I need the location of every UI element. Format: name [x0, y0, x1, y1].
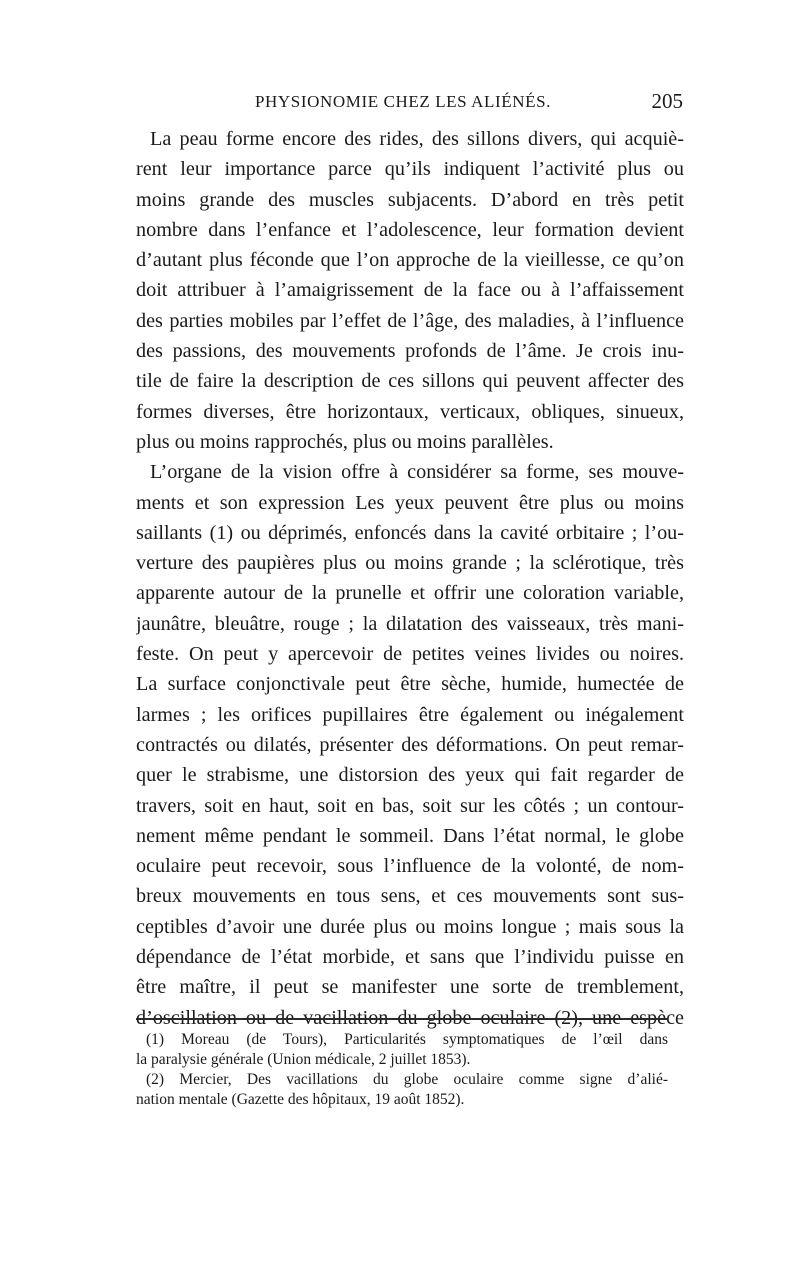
text-line: contractés ou dilatés, présenter des déformations. On peut remar- — [136, 733, 684, 756]
text-line: plus ou moins rapprochés, plus ou moins parallèles. — [136, 430, 554, 453]
text-line: apparente autour de la prunelle et offrir une coloration variable, — [136, 582, 684, 605]
footnote-line: (1) Moreau (de Tours), Particularités symptomatiques de l’œil dans — [146, 1031, 668, 1048]
page-number: 205 — [651, 89, 683, 113]
text-line: tile de faire la description de ces sillons qui peuvent affecter des — [136, 370, 684, 393]
text-line: L’organe de la vision offre à considérer sa forme, ses mouve- — [150, 461, 684, 484]
text-line: La surface conjonctivale peut être sèche, humide, humectée de — [136, 673, 684, 696]
text-line: feste. On peut y apercevoir de petites veines livides ou noires. — [136, 643, 684, 666]
text-line: formes diverses, être horizontaux, verticaux, obliques, sinueux, — [136, 400, 684, 423]
footnote-line: la paralysie générale (Union médicale, 2 juillet 1853). — [136, 1051, 471, 1068]
text-line: ceptibles d’avoir une durée plus ou moins longue ; mais sous la — [136, 915, 684, 938]
footnote-1 — [136, 1030, 668, 1070]
text-line: moins grande des muscles subjacents. D’abord en très petit — [136, 188, 684, 211]
text-line: nement même pendant le sommeil. Dans l’état normal, le globe — [136, 824, 684, 847]
text-line: d’autant plus féconde que l’on approche de la vieillesse, ce qu’on — [136, 249, 684, 272]
text-line: saillants (1) ou déprimés, enfoncés dans la cavité orbitaire ; l’ou- — [136, 521, 684, 544]
text-line: d’oscillation ou de vacillation du globe oculaire (2), une espèce — [136, 1006, 684, 1029]
footnotes — [136, 1030, 668, 1110]
footnote-line: nation mentale (Gazette des hôpitaux, 19 août 1852). — [136, 1091, 465, 1108]
text-line: être maître, il peut se manifester une sorte de tremblement, — [136, 976, 684, 999]
text-line: rent leur importance parce qu’ils indiquent l’activité plus ou — [136, 158, 684, 181]
running-title: PHYSIONOMIE CHEZ LES ALIÉNÉS. — [255, 92, 552, 111]
text-line: ments et son expression Les yeux peuvent être plus ou moins — [136, 491, 684, 514]
text-line: jaunâtre, bleuâtre, rouge ; la dilatation des vaisseaux, très mani- — [136, 612, 684, 635]
footnote-divider — [136, 1018, 668, 1020]
text-line: des parties mobiles par l’effet de l’âge, des maladies, à l’influence — [136, 309, 684, 332]
paragraph — [136, 124, 684, 457]
text-line: des passions, des mouvements profonds de l’âme. Je crois inu- — [136, 340, 684, 363]
body-text — [136, 124, 684, 1033]
text-line: travers, soit en haut, soit en bas, soit sur les côtés ; un contour- — [136, 794, 684, 817]
text-line: quer le strabisme, une distorsion des yeux qui fait regarder de — [136, 764, 684, 787]
text-line: dépendance de l’état morbide, et sans que l’individu puisse en — [136, 946, 684, 969]
running-head — [135, 89, 683, 118]
text-line: verture des paupières plus ou moins grande ; la sclérotique, très — [136, 552, 684, 575]
footnote-2 — [136, 1070, 668, 1110]
text-line: La peau forme encore des rides, des sillons divers, qui acquiè- — [150, 128, 684, 150]
paragraph — [136, 457, 684, 1033]
text-line: breux mouvements en tous sens, et ces mouvements sont sus- — [136, 885, 684, 908]
text-line: oculaire peut recevoir, sous l’influence de la volonté, de nom- — [136, 855, 684, 878]
text-line: larmes ; les orifices pupillaires être également ou inégalement — [136, 703, 684, 726]
footnote-line: (2) Mercier, Des vacillations du globe oculaire comme signe d’alié- — [146, 1071, 668, 1088]
text-line: nombre dans l’enfance et l’adolescence, leur formation devient — [136, 218, 684, 241]
text-line: doit attribuer à l’amaigrissement de la face ou à l’affaissement — [136, 279, 684, 302]
